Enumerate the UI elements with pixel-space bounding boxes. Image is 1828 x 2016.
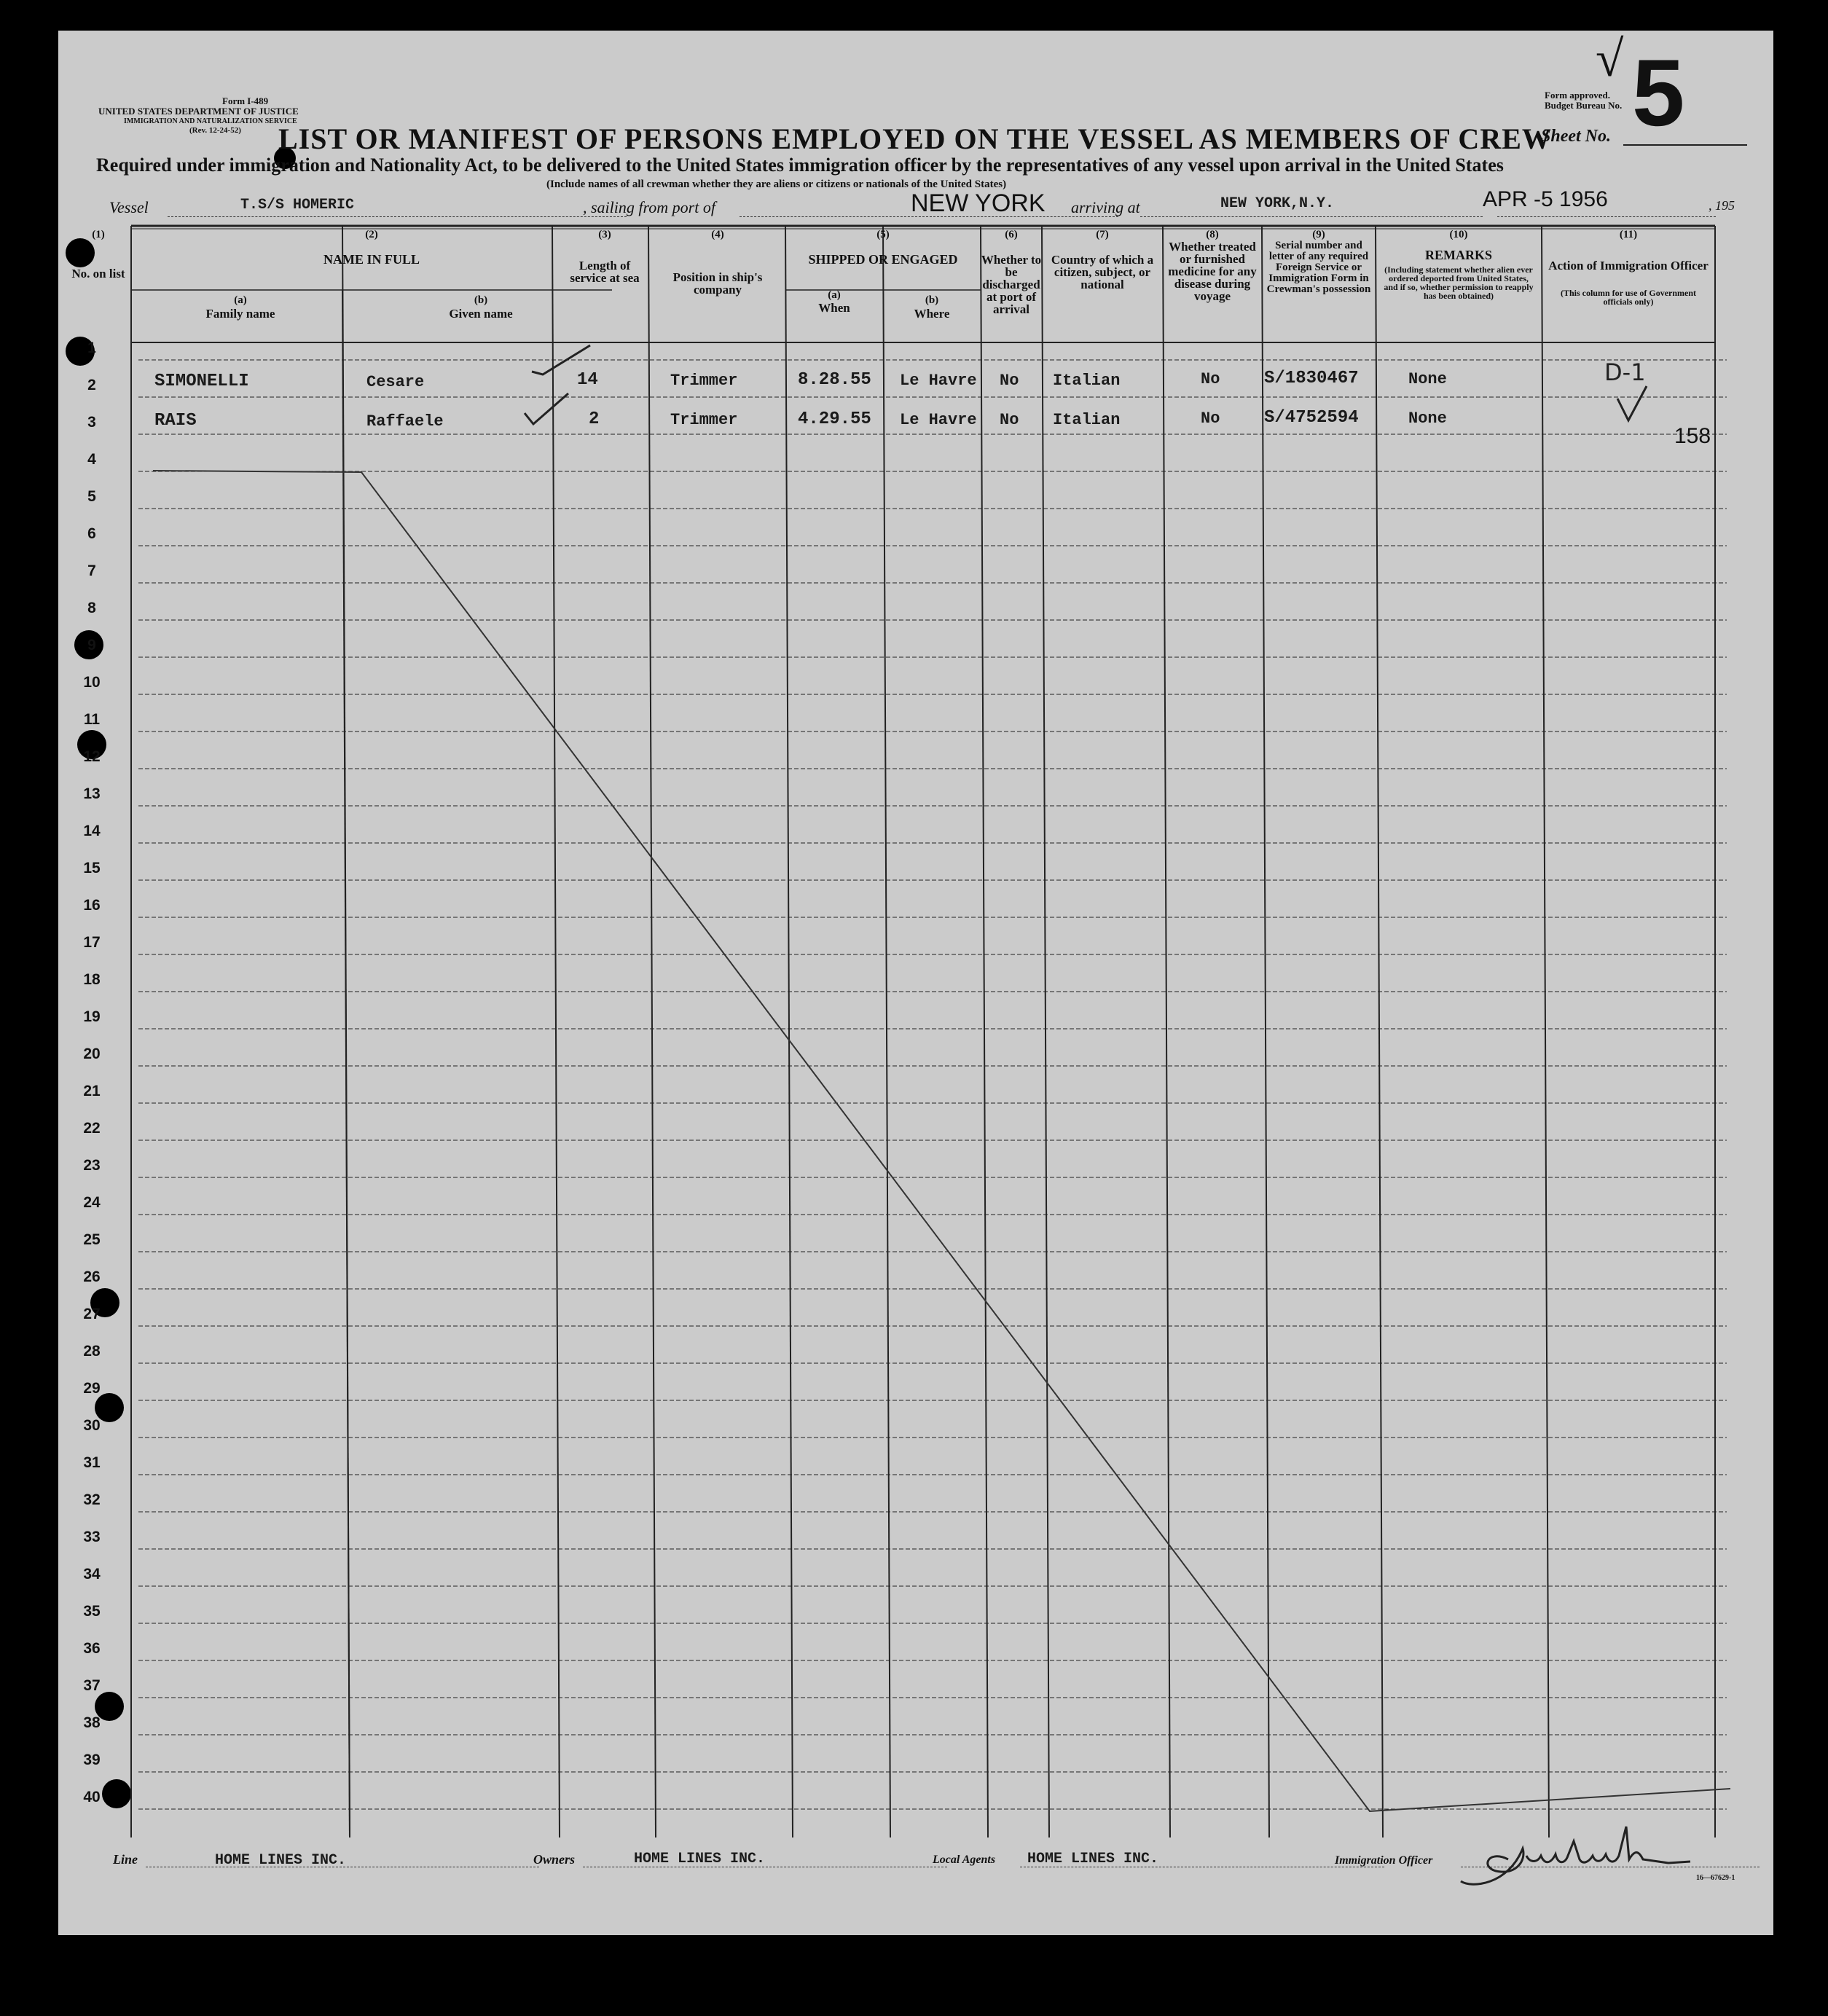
column-rule xyxy=(1542,226,1549,1837)
crew-1-treated: No xyxy=(1201,370,1220,388)
col10-number: (10) xyxy=(1449,229,1468,240)
row-number: 14 xyxy=(83,823,101,839)
officer-mark: D-1 xyxy=(1604,358,1646,386)
crew-2-position: Trimmer xyxy=(670,411,738,429)
col6-header: Whether to be discharged at port of arrival xyxy=(981,253,1042,316)
check-mark-icon: √ xyxy=(1596,31,1624,87)
row-number: 37 xyxy=(83,1677,101,1694)
col5b-header: Where xyxy=(914,307,950,321)
row-number: 26 xyxy=(83,1268,101,1285)
note: (Include names of all crewman whether they are aliens or citizens or nationals of the United States) xyxy=(546,179,1007,190)
cancellation-line xyxy=(153,471,1730,1811)
row-number: 31 xyxy=(83,1454,101,1471)
col5a-number: (a) xyxy=(828,289,841,301)
crew-2-country: Italian xyxy=(1053,411,1121,429)
col10-header: REMARKS xyxy=(1424,248,1492,262)
owners-label: Owners xyxy=(533,1852,576,1867)
row-number: 10 xyxy=(83,674,101,691)
row-number: 9 xyxy=(87,637,96,654)
column-rule xyxy=(342,290,350,1837)
row-number: 15 xyxy=(83,860,101,876)
crew-2-given: Raffaele xyxy=(366,412,444,431)
column-rule xyxy=(648,226,656,1837)
row-number: 35 xyxy=(83,1603,101,1620)
row-number: 30 xyxy=(83,1417,101,1434)
row-number: 21 xyxy=(83,1083,101,1099)
owners-name: HOME LINES INC. xyxy=(634,1851,766,1867)
approval-line1: Form approved. xyxy=(1545,90,1611,101)
column-rule xyxy=(981,226,988,1837)
crew-2-discharged: No xyxy=(1000,411,1019,429)
crew-1-remarks: None xyxy=(1408,370,1447,388)
crew-2-treated: No xyxy=(1201,409,1220,428)
row-number: 5 xyxy=(87,488,96,505)
row-number: 7 xyxy=(87,562,96,579)
crew-1-serial: S/1830467 xyxy=(1264,369,1359,388)
col11-number: (11) xyxy=(1619,229,1638,240)
officer-signature xyxy=(1457,1819,1698,1888)
line-label: Line xyxy=(113,1852,138,1867)
col7-header: Country of which a citizen, subject, or national xyxy=(1051,253,1154,291)
sheet-number: 5 xyxy=(1632,39,1685,146)
col8-number: (8) xyxy=(1206,229,1219,240)
check-mark xyxy=(525,393,568,424)
column-rule xyxy=(1163,226,1170,1837)
row-number: 20 xyxy=(83,1046,101,1062)
row-number: 40 xyxy=(83,1789,101,1805)
row-number: 38 xyxy=(83,1714,101,1731)
port-name: NEW YORK xyxy=(911,189,1046,217)
col9-number: (9) xyxy=(1312,229,1325,240)
col11-header: Action of Immigration Officer xyxy=(1548,259,1709,272)
row-number: 11 xyxy=(83,711,101,728)
col5a-header: When xyxy=(818,301,850,315)
col5-header: SHIPPED OR ENGAGED xyxy=(808,252,958,267)
col8-header: Whether treated or furnished medicine for any disease during voyage xyxy=(1168,240,1257,303)
row-number: 22 xyxy=(83,1120,101,1137)
col4-header: Position in ship's company xyxy=(672,270,763,297)
col2a-number: (a) xyxy=(234,294,247,306)
col6-number: (6) xyxy=(1005,229,1018,240)
col2b-number: (b) xyxy=(474,294,488,306)
row-number: 12 xyxy=(83,748,101,765)
row-number: 39 xyxy=(83,1752,101,1768)
crew-1-country: Italian xyxy=(1053,372,1121,390)
officer-label: Immigration Officer xyxy=(1335,1854,1433,1867)
column-rule xyxy=(785,226,793,1837)
arrival-date: APR -5 1956 xyxy=(1483,187,1608,211)
row-number: 2 xyxy=(87,377,96,393)
col3-header: Length of service at sea xyxy=(570,259,640,285)
col9-header: Serial number and letter of any required Foreign Service or Immigration Form in Crewman's possession xyxy=(1266,240,1371,295)
col2-header: NAME IN FULL xyxy=(323,252,420,267)
arriving-port: NEW YORK,N.Y. xyxy=(1220,195,1335,212)
col7-number: (7) xyxy=(1096,229,1109,240)
col10-subheader: (Including statement whether alien ever ordered deported from United States, and if so, whether permission to reapply has been obtained) xyxy=(1384,264,1534,301)
crew-1-discharged: No xyxy=(1000,372,1019,390)
officer-check-mark xyxy=(1617,386,1647,420)
agents-name: HOME LINES INC. xyxy=(1027,1851,1159,1867)
col2b-header: Given name xyxy=(449,307,513,321)
approval-line2: Budget Bureau No. xyxy=(1545,100,1623,111)
revision: (Rev. 12-24-52) xyxy=(189,126,241,135)
column-rule xyxy=(1042,226,1049,1837)
manifest-sheet xyxy=(58,31,1773,1935)
officer-number: 158 xyxy=(1674,424,1711,448)
row-number: 8 xyxy=(87,600,96,616)
sheet-label: Sheet No. xyxy=(1541,127,1611,146)
crew-1-family: SIMONELLI xyxy=(154,372,249,391)
crew-2-service: 2 xyxy=(589,409,600,429)
year-suffix: , 195 xyxy=(1709,198,1735,213)
col11-subheader: (This column for use of Government officials only) xyxy=(1560,288,1697,307)
row-number: 13 xyxy=(83,785,101,802)
row-number: 25 xyxy=(83,1231,101,1248)
crew-1-where: Le Havre xyxy=(900,372,977,390)
form-number: Form I-489 xyxy=(222,95,269,106)
row-number: 23 xyxy=(83,1157,101,1174)
col2-number: (2) xyxy=(365,229,378,240)
row-number: 27 xyxy=(83,1306,101,1322)
agents-label: Local Agents xyxy=(933,1854,996,1866)
row-number: 32 xyxy=(83,1491,101,1508)
row-number: 29 xyxy=(83,1380,101,1397)
vessel-label: Vessel xyxy=(109,198,149,216)
column-rule xyxy=(1262,226,1269,1837)
crew-2-when: 4.29.55 xyxy=(798,409,871,429)
line-name: HOME LINES INC. xyxy=(215,1852,347,1869)
row-number: 18 xyxy=(83,971,101,988)
column-rule xyxy=(552,226,560,1837)
row-number: 36 xyxy=(83,1640,101,1657)
col5b-number: (b) xyxy=(925,294,939,306)
crew-2-family: RAIS xyxy=(154,411,197,431)
crew-1-service: 14 xyxy=(577,370,598,390)
arriving-label: arriving at xyxy=(1071,198,1140,216)
row-number: 4 xyxy=(87,451,96,468)
form-code: 16—67629-1 xyxy=(1696,1874,1735,1882)
col3-number: (3) xyxy=(598,229,611,240)
crew-2-serial: S/4752594 xyxy=(1264,408,1359,428)
crew-1-when: 8.28.55 xyxy=(798,370,871,390)
col2a-header: Family name xyxy=(205,307,275,321)
crew-2-where: Le Havre xyxy=(900,411,977,429)
col5-number: (5) xyxy=(876,229,890,240)
row-number: 28 xyxy=(83,1343,101,1360)
col4-number: (4) xyxy=(711,229,724,240)
row-number: 3 xyxy=(87,414,96,431)
col1-number: (1) xyxy=(92,229,105,240)
column-rule xyxy=(1376,226,1383,1837)
column-rule xyxy=(883,226,890,1837)
sailing-label: , sailing from port of xyxy=(583,198,715,216)
crew-2-remarks: None xyxy=(1408,409,1447,428)
row-number: 24 xyxy=(83,1194,101,1211)
row-number: 6 xyxy=(87,525,96,542)
vessel-name: T.S/S HOMERIC xyxy=(240,197,355,213)
crew-1-given: Cesare xyxy=(366,373,425,391)
row-number: 19 xyxy=(83,1008,101,1025)
subtitle: Required under immigration and Nationality Act, to be delivered to the United States immigration officer by the representatives of any vessel upon arrival in the United States xyxy=(96,154,1504,176)
col1-header: No. on list xyxy=(71,267,125,281)
department: UNITED STATES DEPARTMENT OF JUSTICE xyxy=(98,106,299,117)
service: IMMIGRATION AND NATURALIZATION SERVICE xyxy=(124,117,297,125)
row-number: 33 xyxy=(83,1529,101,1545)
row-number: 17 xyxy=(83,934,101,951)
row-number: 1 xyxy=(87,340,96,356)
row-number: 16 xyxy=(83,897,101,914)
page-title: LIST OR MANIFEST OF PERSONS EMPLOYED ON THE VESSEL AS MEMBERS OF CREW xyxy=(278,122,1552,155)
crew-1-position: Trimmer xyxy=(670,372,738,390)
row-number: 34 xyxy=(83,1566,101,1582)
